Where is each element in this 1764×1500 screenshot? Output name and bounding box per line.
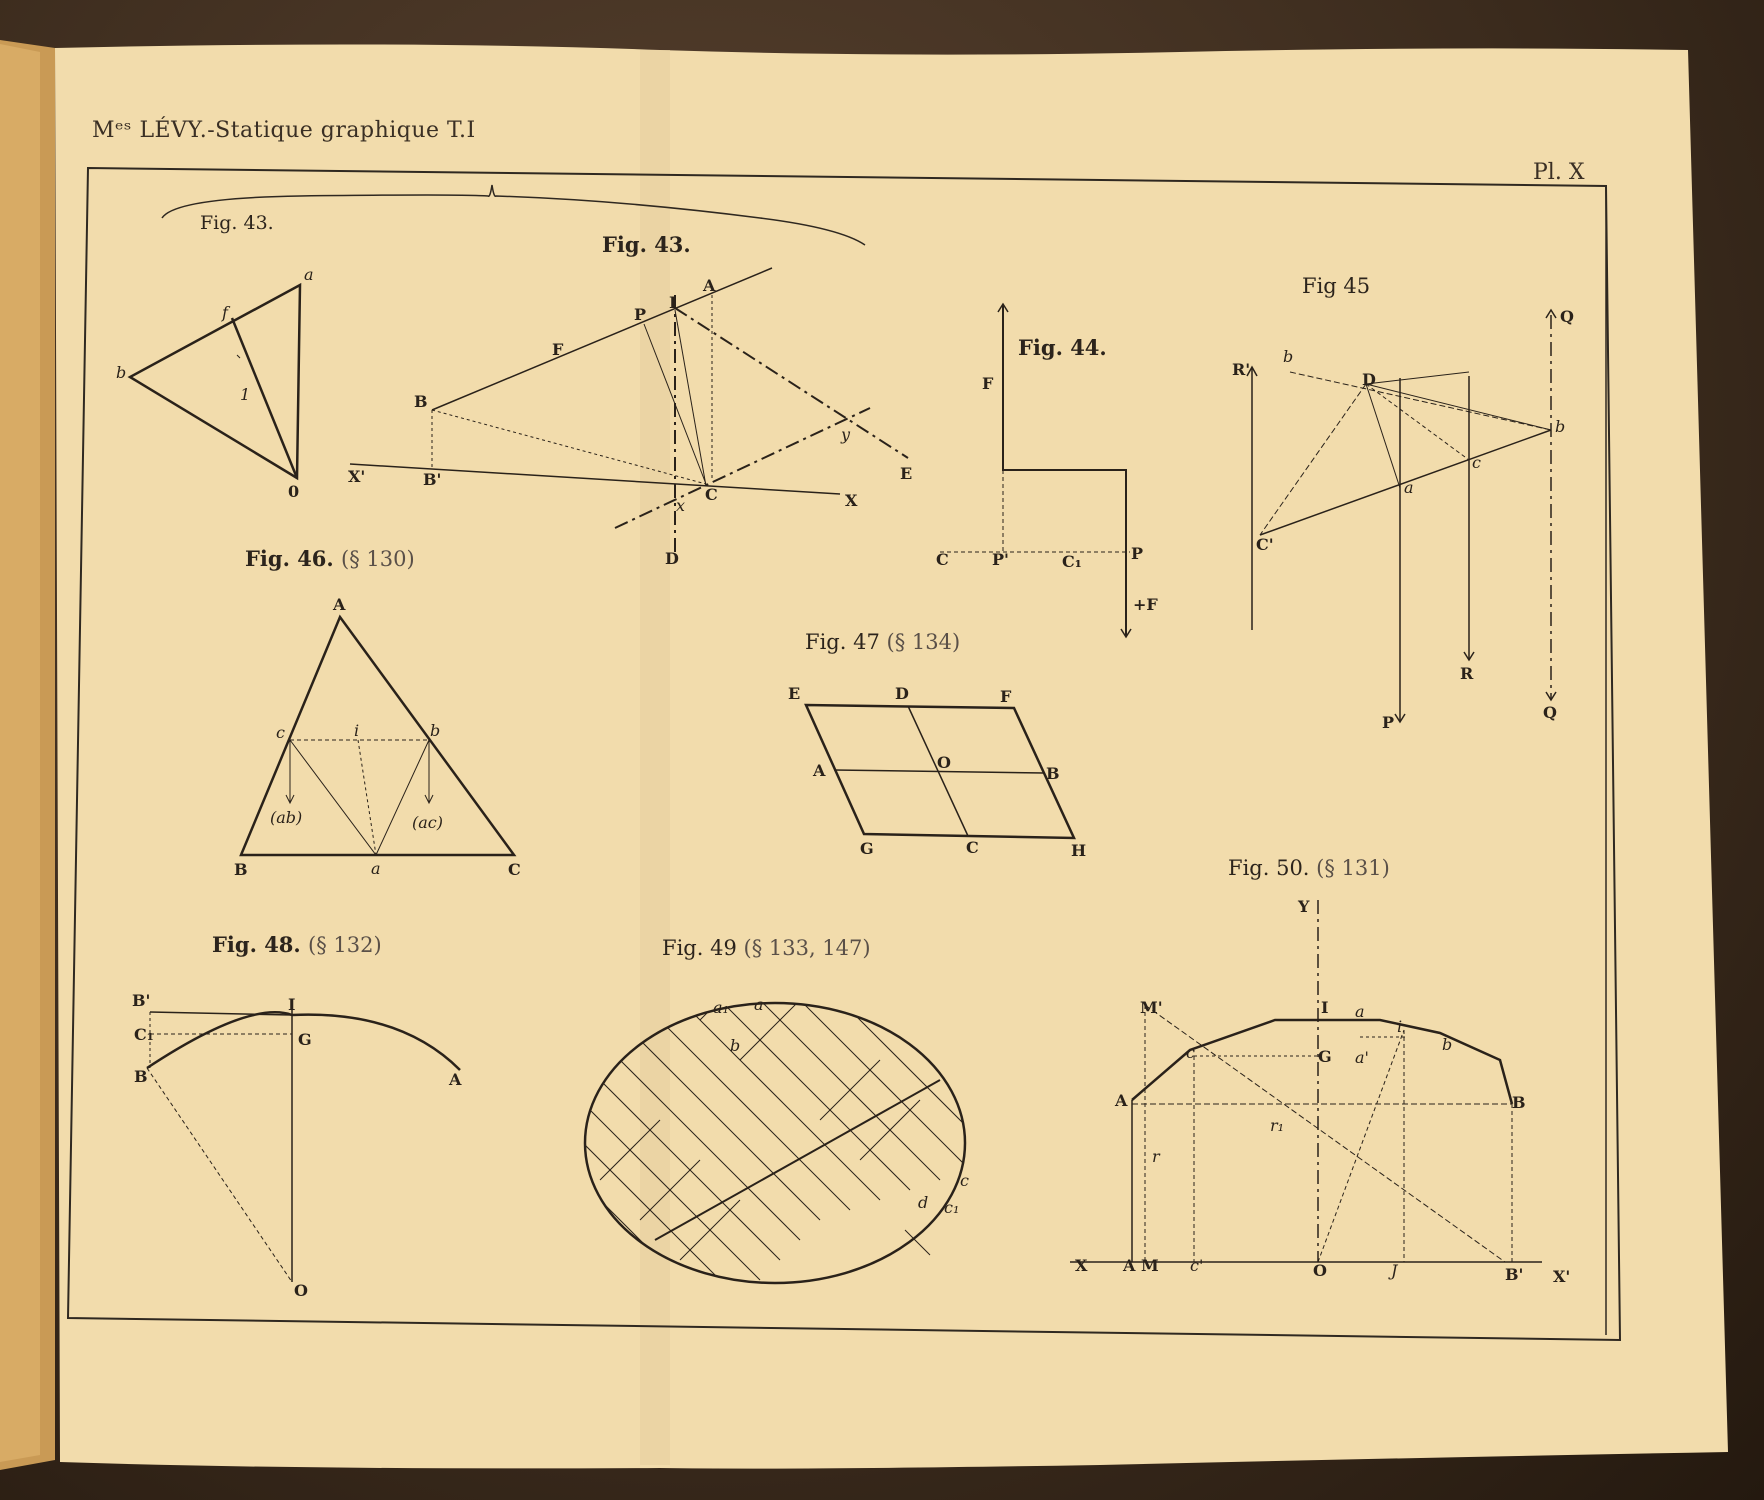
fig46-label-c: c (276, 723, 285, 742)
fig47-label-F: F (1000, 687, 1012, 706)
fig50-label-Y: Y (1298, 897, 1310, 916)
fig50-label-A: A (1115, 1091, 1128, 1110)
fig43a-label-0: 0 (288, 482, 300, 501)
fig44-label-C: C (936, 550, 949, 569)
fig48-label-B: B (134, 1067, 148, 1086)
fig43a-label-b: b (116, 363, 127, 382)
fig46-label-ac: (ac) (412, 813, 443, 832)
fig48-label-Bp: B' (132, 991, 151, 1010)
fig48-title-text: Fig. 48. (212, 932, 301, 957)
fig45-label-Q-bottom: Q (1543, 703, 1557, 722)
fig48-label-O: O (294, 1281, 308, 1300)
fig46-label-b: b (430, 721, 441, 740)
fig44-label-F: F (982, 374, 994, 393)
fig50-label-I: I (1321, 998, 1329, 1017)
fig50-label-r: r (1152, 1147, 1160, 1166)
fig49-label-d: d (918, 1193, 929, 1212)
fig43b-label-Xp: X' (348, 467, 366, 486)
fig48-label-A: A (449, 1070, 462, 1089)
fig50-label-J: J (1391, 1261, 1398, 1280)
fig44-label-Pp: P' (992, 550, 1009, 569)
fig47-label-A: A (813, 761, 826, 780)
fig43b-label-x: x (676, 496, 686, 515)
fig45-title: Fig 45 (1302, 274, 1371, 298)
fig43a-label-1: 1 (240, 385, 251, 404)
fig47-title (805, 630, 960, 654)
fig46-label-i: i (354, 721, 360, 740)
fig43b-label-B: B (414, 392, 428, 411)
book-title-header: Mᵉˢ LÉVY.-Statique graphique T.I (92, 118, 476, 143)
fig47-label-G: G (860, 839, 874, 858)
fig50-section-ref: (§ 131) (1316, 856, 1390, 880)
fig48-label-I: I (288, 995, 296, 1014)
fig45-label-R: R (1460, 664, 1474, 683)
fig49-label-a1: a₁ (713, 998, 729, 1017)
fig43b-label-y: y (841, 425, 851, 444)
fig50-label-M: M (1141, 1256, 1159, 1275)
fig45-label-c: c (1472, 453, 1481, 472)
fig50-title-text: Fig. 50. (1228, 856, 1310, 880)
fig50-label-B: B (1512, 1093, 1526, 1112)
fig44-label-plusF: +F (1133, 595, 1158, 614)
fig48-label-C1: C₁ (134, 1025, 154, 1044)
fig50-label-Xp: X' (1553, 1267, 1571, 1286)
fig47-label-H: H (1071, 841, 1087, 860)
plate-number: Pl. X (1533, 160, 1585, 185)
fig47-label-C: C (966, 838, 979, 857)
fig44-label-P: P (1131, 544, 1144, 563)
fig45-label-D: D (1362, 370, 1376, 389)
fig46-label-A: A (333, 595, 346, 614)
fig46-label-B: B (234, 860, 248, 879)
fig44-label-C1: C₁ (1062, 552, 1082, 571)
fig45-label-Rp: R' (1232, 360, 1251, 379)
fig43b-label-I: I (669, 293, 677, 312)
fig49-label-c: c (960, 1171, 969, 1190)
fig47-label-E: E (788, 684, 801, 703)
fig49-title-text: Fig. 49 (662, 936, 737, 960)
fig44-title: Fig. 44. (1018, 335, 1107, 360)
fig50-label-a: a (1355, 1002, 1365, 1021)
fig50-label-Bp: B' (1505, 1265, 1524, 1284)
fig50-label-Mp: M' (1140, 998, 1163, 1017)
fig45-label-b1: b (1283, 347, 1294, 366)
fig47-label-O: O (937, 753, 951, 772)
fig43b-label-C: C (705, 485, 718, 504)
fig45-label-b2: b (1555, 417, 1566, 436)
fig45-label-Q-top: Q (1560, 307, 1574, 326)
fig49-label-a: a (754, 995, 764, 1014)
fig43b-label-F: F (552, 340, 564, 359)
fig43b-title: Fig. 43. (602, 232, 691, 257)
fig46-title (245, 546, 415, 571)
fig47-label-B: B (1046, 764, 1060, 783)
fig45-label-a: a (1404, 478, 1414, 497)
fig50-label-cp: c' (1190, 1256, 1204, 1275)
fig45-label-P: P (1382, 713, 1395, 732)
fig43b-label-P: P (634, 305, 647, 324)
fig50-label-r1: r₁ (1270, 1116, 1285, 1135)
fig47-title-text: Fig. 47 (805, 630, 880, 654)
fig43b-label-E: E (900, 464, 913, 483)
fig43a-label-f: f (222, 303, 228, 322)
fig50-label-c: c (1186, 1043, 1195, 1062)
fig46-label-C: C (508, 860, 521, 879)
fig43b-label-Bp: B' (423, 470, 442, 489)
fig46-label-ab: (ab) (270, 808, 303, 827)
fig46-title-text: Fig. 46. (245, 546, 334, 571)
fig50-label-G: G (1318, 1047, 1332, 1066)
fig47-section-ref: (§ 134) (886, 630, 961, 654)
fig50-label-O: O (1313, 1261, 1327, 1280)
fig45-label-Cp: C' (1256, 535, 1274, 554)
fig50-label-i: i (1397, 1017, 1403, 1036)
fig48-label-G: G (298, 1030, 312, 1049)
fig43b-label-X: X (845, 491, 858, 510)
fig50-label-A2: A (1123, 1256, 1136, 1275)
fig43b-label-A: A (703, 276, 716, 295)
fig49-label-c1: c₁ (944, 1198, 960, 1217)
fig50-label-ap: a' (1355, 1048, 1369, 1067)
fig50-label-X: X (1075, 1256, 1088, 1275)
fig50-title (1228, 856, 1390, 880)
fig49-section-ref: (§ 133, 147) (743, 936, 871, 960)
fig49-title (662, 936, 871, 960)
fig46-section-ref: (§ 130) (341, 547, 415, 571)
fig46-label-a: a (371, 859, 381, 878)
fig43a-label-a: a (304, 265, 314, 284)
fig48-section-ref: (§ 132) (308, 933, 382, 957)
fig50-label-b: b (1442, 1035, 1453, 1054)
fig48-title (212, 932, 382, 957)
fig49-label-b: b (730, 1036, 741, 1055)
fig43b-label-D: D (665, 549, 679, 568)
fig47-label-D: D (895, 684, 909, 703)
fig43a-title: Fig. 43. (200, 212, 274, 234)
